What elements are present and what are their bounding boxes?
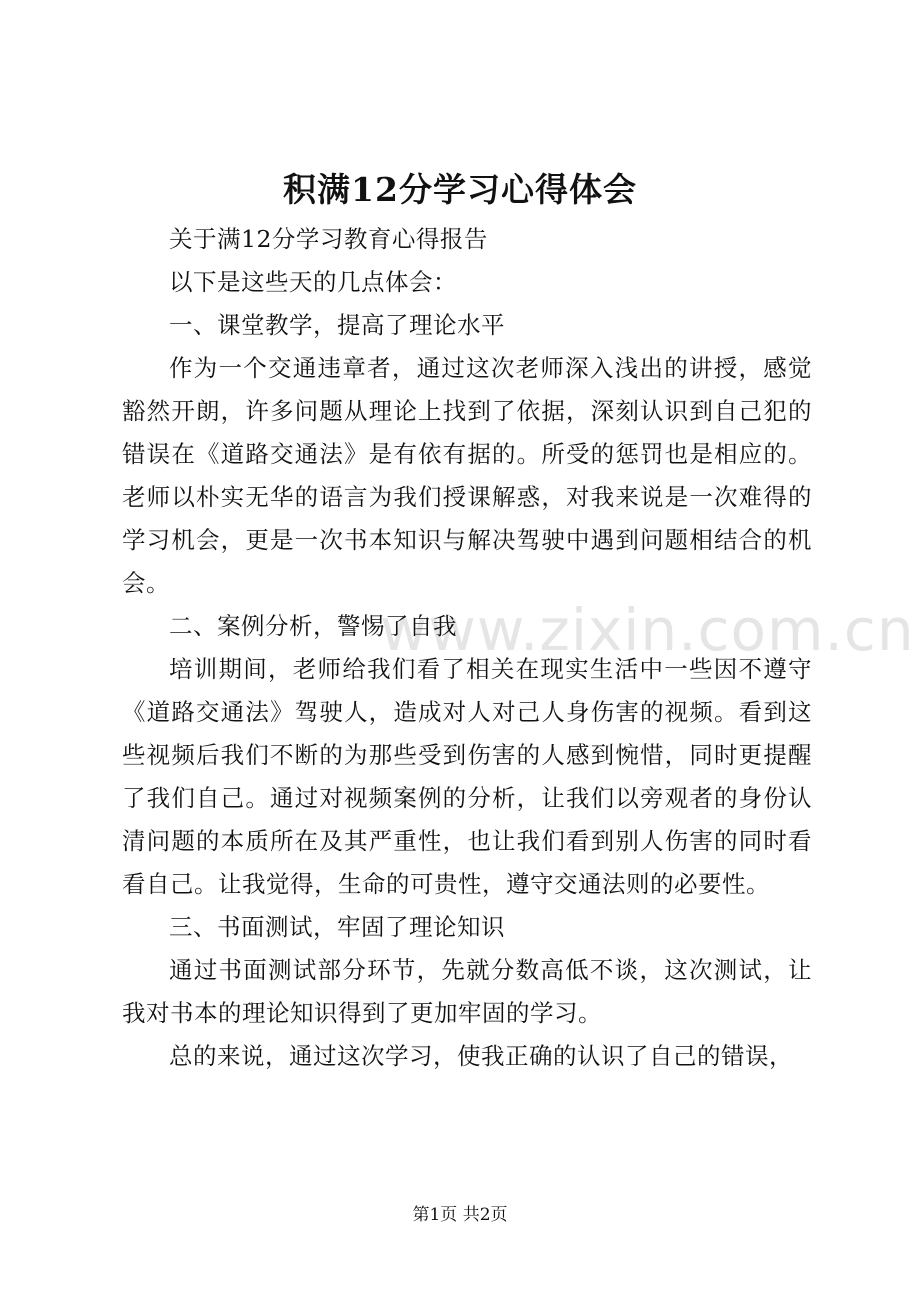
paragraph-section-1: 作为一个交通违章者，通过这次老师深入浅出的讲授，感觉豁然开朗，许多问题从理论上找到了依据，深刻认识到自己犯的错误在《道路交通法》是有依有据的。所受的惩罚也是相应的。老师以朴实无华的语言为我们授课解惑，对我来说是一次难得的学习机会，更是一次书本知识与解决驾驶中遇到问题相结合的机会。 (122, 354, 812, 597)
paragraph-section-2: 培训期间，老师给我们看了相关在现实生活中一些因不遵守《道路交通法》驾驶人，造成对人对己人身伤害的视频。看到这些视频后我们不断的为那些受到伤害的人感到惋惜，同时更提醒了我们自己。通过对视频案例的分析，让我们以旁观者的身份认清问题的本质所在及其严重性，也让我们看到别人伤害的同时看看自己。让我觉得，生命的可贵性，遵守交通法则的必要性。 (122, 655, 812, 898)
section-heading-3: 三、书面测试，牢固了理论知识 (169, 913, 505, 941)
paragraph-summary: 总的来说，通过这次学习，使我正确的认识了自己的错误， (169, 1042, 793, 1070)
paragraph-lead: 以下是这些天的几点体会： (169, 268, 457, 296)
document-body (122, 218, 812, 1078)
page-title: 积满12分学习心得体会 (283, 170, 637, 209)
page-footer: 第1页 共2页 (412, 1205, 508, 1225)
section-heading-1: 一、课堂教学，提高了理论水平 (169, 311, 505, 339)
section-heading-2: 二、案例分析，警惕了自我 (169, 612, 457, 640)
paragraph-intro: 关于满12分学习教育心得报告 (169, 225, 488, 253)
watermark: www.zixin.com.cn (380, 596, 915, 664)
paragraph-section-3: 通过书面测试部分环节，先就分数高低不谈，这次测试，让我对书本的理论知识得到了更加牢固的学习。 (122, 956, 812, 1027)
